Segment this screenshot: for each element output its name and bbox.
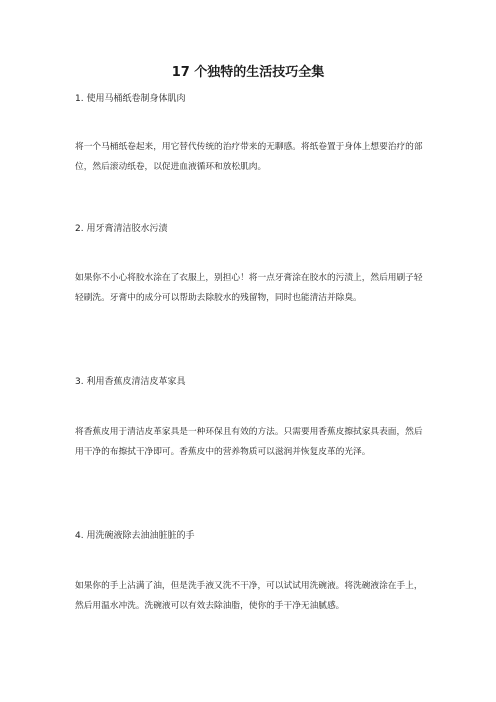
section-3-body: 将香蕉皮用于清洁皮革家具是一种环保且有效的方法。只需要用香蕉皮擦拭家具表面，然后用干净的布擦拭干净即可。香蕉皮中的营养物质可以滋润并恢复皮革的光泽。 xyxy=(75,427,423,457)
section-2-heading: 2. 用牙膏清洁胶水污渍 xyxy=(75,224,168,234)
section-4-heading: 4. 用洗碗液除去油油脏脏的手 xyxy=(75,531,195,541)
section-2-body: 如果你不小心将胶水涂在了衣服上，别担心！将一点牙膏涂在胶水的污渍上，然后用刷子轻轻刷洗。牙膏中的成分可以帮助去除胶水的残留物，同时也能清洁并除臭。 xyxy=(75,273,423,303)
section-1-heading: 1. 使用马桶纸卷制身体肌肉 xyxy=(75,94,186,104)
document-title: 17 个独特的生活技巧全集 xyxy=(171,65,325,80)
section-1-body: 将一个马桶纸卷起来，用它替代传统的治疗带来的无聊感。将纸卷置于身体上想要治疗的部位，然后滚动纸卷，以促进血液循环和放松肌肉。 xyxy=(75,142,423,172)
section-4-body: 如果你的手上沾满了油，但是洗手液又洗不干净，可以试试用洗碗液。将洗碗液涂在手上，然后用温水冲洗。洗碗液可以有效去除油脂，使你的手干净无油腻感。 xyxy=(75,581,423,611)
section-3-heading: 3. 利用香蕉皮清洁皮革家具 xyxy=(75,377,186,387)
